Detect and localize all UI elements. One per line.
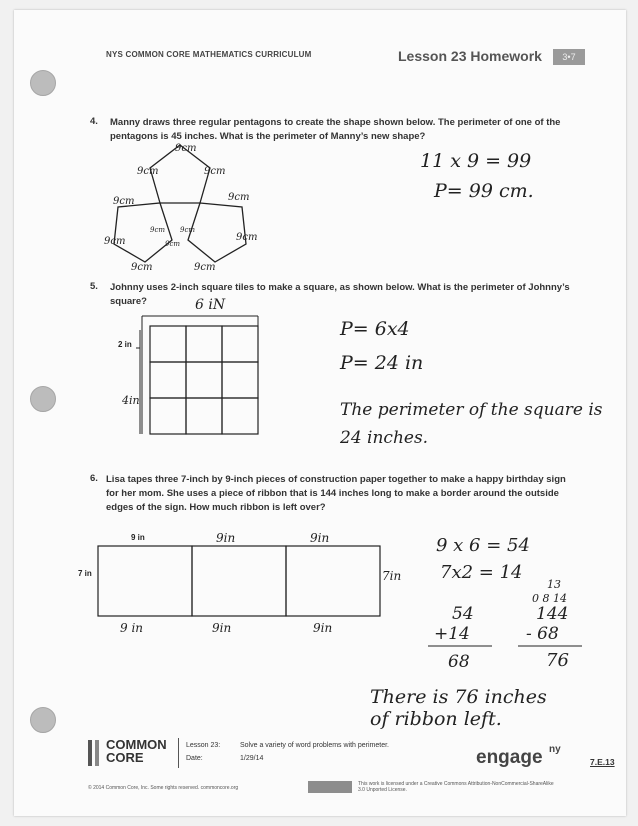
q5-answer-line: The perimeter of the square is <box>340 400 603 420</box>
addend: +14 <box>434 624 470 644</box>
side-label: 9cm <box>228 192 250 203</box>
side-label: 9cm <box>150 226 166 234</box>
q6-top-label: 9in <box>216 531 236 545</box>
footer-divider <box>178 738 179 768</box>
q5-work-line: P= 24 in <box>340 352 424 374</box>
engage-logo: engage <box>476 747 543 768</box>
footer-date-label: Date: <box>186 755 203 762</box>
minuend: 144 <box>536 604 569 624</box>
logo-text: COMMON <box>106 737 167 752</box>
license-text: This work is licensed under a Creative Commons Attribution-NonCommercial-ShareAlike 3.0 Unported License. <box>358 781 554 793</box>
paper-piece <box>98 546 192 616</box>
lesson-title: Lesson 23 Homework <box>398 48 542 64</box>
footer-date: 1/29/14 <box>240 755 264 762</box>
question-6-number: 6. <box>90 473 98 484</box>
addend: 54 <box>452 604 474 624</box>
cc-badge-icon <box>308 781 352 793</box>
q6-answer-line: There is 76 inches <box>370 686 547 708</box>
q6-left-label: 7 in <box>78 569 92 578</box>
side-label: 9cm <box>175 143 197 154</box>
subtrahend: - 68 <box>526 624 559 644</box>
question-4-number: 4. <box>90 116 98 127</box>
side-label: 9cm <box>137 166 159 177</box>
q4-work-line: 11 x 9 = 99 <box>420 150 532 172</box>
q6-bottom-label: 9 in <box>120 621 144 635</box>
q5-tile-label: 2 in <box>118 340 132 349</box>
q6-bottom-label: 9in <box>212 621 232 635</box>
curriculum-header: NYS COMMON CORE MATHEMATICS CURRICULUM <box>106 50 312 59</box>
side-label: 9cm <box>113 196 135 207</box>
footer-lesson-label: Lesson 23: <box>186 742 221 749</box>
side-label: 9cm <box>180 226 196 234</box>
paper-piece <box>286 546 380 616</box>
side-label: 9cm <box>194 262 216 273</box>
paper-piece <box>192 546 286 616</box>
question-5-text: Johnny uses 2-inch square tiles to make a square, as shown below. What is the perimeter of Johnny’s square? <box>110 282 570 307</box>
page-code: 7.E.13 <box>590 757 615 767</box>
logo-bar <box>95 740 99 766</box>
borrow-mark: 0 8 14 <box>532 592 567 605</box>
side-label: 9cm <box>165 240 181 248</box>
side-label: 9cm <box>131 262 153 273</box>
logo-text: CORE <box>106 750 144 765</box>
q6-answer-line: of ribbon left. <box>370 708 502 730</box>
q6-equation: 9 x 6 = 54 <box>436 535 530 556</box>
q5-top-label: 6 iN <box>195 297 226 313</box>
q6-top-label: 9in <box>310 531 330 545</box>
question-5-number: 5. <box>90 281 98 292</box>
q6-equation: 7x2 = 14 <box>440 562 523 583</box>
q6-right-label: 7in <box>382 569 402 583</box>
lesson-tag: 3•7 <box>553 49 585 65</box>
q5-work-line: P= 6x4 <box>340 318 410 340</box>
question-6-text: Lisa tapes three 7-inch by 9-inch pieces of construction paper together to make a happy birthday sign for her mom. She uses a piece of ribbon that is 144 inches long to make a border around the outside edges of the sign. How much ribbon is left over? <box>106 474 566 513</box>
footer-lesson-desc: Solve a variety of word problems with perimeter. <box>240 742 390 749</box>
side-label: 9cm <box>104 236 126 247</box>
question-4-text: Manny draws three regular pentagons to create the shape shown below. The perimeter of one of the pentagons is 45 inches. What is the perimeter of Manny’s new shape? <box>110 117 561 142</box>
q6-top-label: 9 in <box>131 533 145 542</box>
difference: 76 <box>546 650 569 671</box>
side-label: 9cm <box>204 166 226 177</box>
side-label: 9cm <box>236 232 258 243</box>
borrow-mark: 13 <box>547 578 561 591</box>
q6-bottom-label: 9in <box>313 621 333 635</box>
sum: 68 <box>448 652 470 672</box>
engage-logo-ny: ny <box>549 744 561 755</box>
logo-bar <box>88 740 92 766</box>
q5-left-label: 4in <box>122 394 140 407</box>
copyright: © 2014 Common Core, Inc. Some rights reserved. commoncore.org <box>88 785 239 791</box>
q5-answer-line: 24 inches. <box>340 428 429 448</box>
q4-answer: P= 99 cm. <box>434 180 534 202</box>
